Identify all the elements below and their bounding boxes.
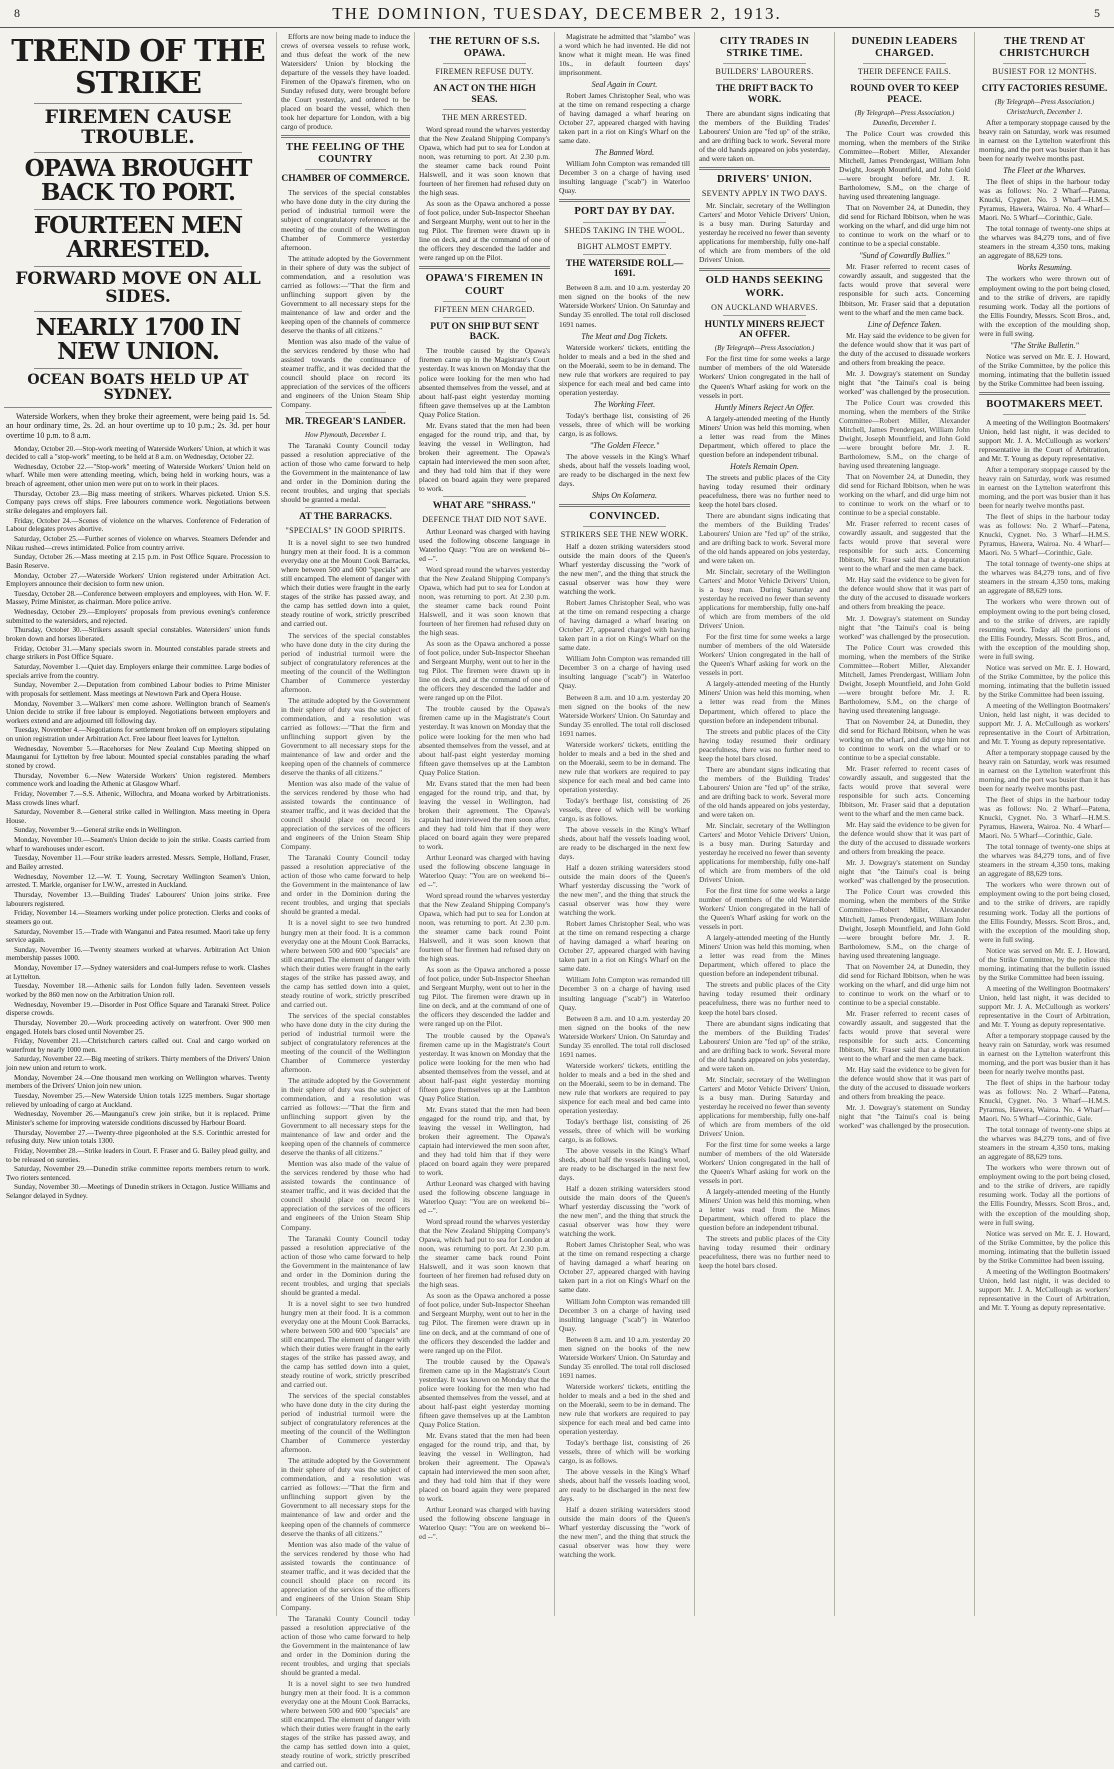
col3-sub: FIREMEN REFUSE DUTY. <box>435 67 534 77</box>
continuation-paragraph: Waterside workers' tickets, entitling the holder to meals and a bed in the shed and on the Moeraki, seem to be in demand. The new rule that workers are required to pay sixpence for each meal and bed came into operation yesterday. <box>559 1381 690 1436</box>
col5-heading-hotels: Hotels Remain Open. <box>730 461 799 471</box>
col4-heading-seal: Seal Again in Court. <box>591 80 658 90</box>
col5-body-old-hands: For the first time for some weeks a large number of members of the old Waterside Workers' Union congregated in the hall of the Queen's Wharf asking for work on the vessels in port. <box>699 354 830 400</box>
chronology-entry: Tuesday, November 11.—Four strike leaders arrested. Messrs. Semple, Holland, Fraser, and Bailey arrested. <box>6 854 270 872</box>
continuation-paragraph: William John Compton was remanded till December 3 on a charge of having used insulting language ("scab") in Waterloo Quay. <box>559 1296 690 1333</box>
column-port-day-by-day <box>554 32 694 1616</box>
continuation-paragraph: The Taranaki County Council today passed a resolution appreciative of the action of those who came forward to help the Government in the maintenance of law and order in the Dominion during the recent troubles, and urging that specials should be granted a medal. <box>281 1233 410 1297</box>
continuation-paragraph: The above vessels in the King's Wharf sheds, about half the vessels loading wool, are ready to be discharged in the next few days. <box>559 1146 690 1183</box>
chronology-entry: Wednesday, October 22.—"Stop-work" meeting of Waterside Workers' Union held on wharf. While men were attending meeting, which, being held in working hours, was a breach of agreement, other union men were put on to work in their places. <box>6 462 270 489</box>
chronology-entry: Tuesday, October 28.—Conference between employers and employees, with Hon. W. F. Massey, Prime Minister, as chairman. More police arrive. <box>6 589 270 607</box>
col4-body-seal: Robert James Christopher Seal, who was at the time on remand respecting a charge of having damaged a wharf hearing on October 27, appeared charged with having taken part in a riot on King's Wharf on the same date. <box>559 91 690 146</box>
continuation-paragraph: Mr. Hay said the evidence to be given for the defence would show that it was part of the duty of the accused to dissuade workers and others from breaking the peace. <box>839 820 970 857</box>
continuation-paragraph: Word spread round the wharves yesterday that the New Zealand Shipping Company's Opawa, which had put to sea for London at noon, was returning to port. At 2.30 p.m. the steamer came back round Point Halswell, and it was soon known that fourteen of her firemen had refused duty on the high seas. <box>419 564 550 638</box>
col4-sub-port: SHEDS TAKING IN THE WOOL. <box>564 225 685 235</box>
continuation-paragraph: As soon as the Opawa anchored a posse of foot police, under Sub-Inspector Sheehan and Sergeant Murphy, went out to her in the tug Pilot. The firemen were drawn up in line on deck, and at the command of one of the officers they descended the ladder and were ranged up on the Pilot. <box>419 639 550 703</box>
continuation-paragraph: Today's berthage list, consisting of 26 vessels, three of which will be working cargo, is as follows. <box>559 1116 690 1144</box>
continuation-paragraph: Mr. Evans stated that the men had been engaged for the round trip, and that, by leaving the vessel in Wellington, had broken their agreement. The Opawa's captain had interviewed the men soon after, and they had told him that if they were placed on board again they were prepared to work. <box>419 1430 550 1504</box>
continuation-paragraph: The services of the special constables who have done duty in the city during the period of industrial turmoil were the subject of congratulatory references at the meeting of the council of the Wellington Chamber of Commerce yesterday afternoon. <box>281 1391 410 1455</box>
chronology-entry: Thursday, November 6.—New Waterside Workers' Union registered. Members commence work and loading the Athenic at Glasgow Wharf. <box>6 771 270 789</box>
col4-body-fleet: Today's berthage list, consisting of 26 vessels, three of which will be working cargo, is as follows. <box>559 410 690 438</box>
continuation-paragraph: The services of the special constables who have done duty in the city during the period of industrial turmoil were the subject of congratulatory references at the meeting of the council of the Wellington Chamber of Commerce yesterday afternoon. <box>281 630 410 694</box>
continuation-paragraph: William John Compton was remanded till December 3 on a charge of having used insulting language ("scab") in Waterloo Quay. <box>559 654 690 691</box>
continuation-paragraph: Robert James Christopher Seal, who was at the time on remand respecting a charge of having damaged a wharf hearing on October 27, appeared charged with having taken part in a riot on King's Wharf on the same date. <box>559 1240 690 1295</box>
col5-press-association: (By Telegraph—Press Association.) <box>714 344 815 353</box>
continuation-paragraph: Between 8 a.m. and 10 a.m. yesterday 20 men signed on the books of the new Waterside Workers' Union. On Saturday and Sunday 35 enrolled. The total roll disclosed 1691 names. <box>559 1334 690 1380</box>
continuation-paragraph: Mr. Hay said the evidence to be given for the defence would show that it was part of the duty of the accused to dissuade workers and others from breaking the peace. <box>839 1065 970 1102</box>
chronology-entry: Sunday, November 2.—Deputation from combined Labour bodies to Prime Minister with proposals for settlement. Mass meetings at Newtown Park and Opera House. <box>6 681 270 698</box>
continuation-paragraph: Waterside workers' tickets, entitling the holder to meals and a bed in the shed and on the Moeraki, seem to be in demand. The new rule that workers are required to pay sixpence for each meal and bed came into operation yesterday. <box>559 739 690 794</box>
col2-heading-feeling: THE FEELING OF THE COUNTRY <box>286 142 405 166</box>
col7-heading-bootmakers: BOOTMAKERS MEET. <box>986 398 1103 410</box>
col3-body-b: The trouble caused by the Opawa's firemen came up in the Magistrate's Court yesterday. It was known on Monday that the police were looking for the men who had absented themselves from the vessel, and at about half-past eight yesterday morning fifteen gave themselves up at the Lambton Quay Police Station. Mr. Evans stated that the men had been engaged for the round trip, and that, by leaving the vessel in Wellington, had broken their agreement. The Opawa's captain had interviewed the men soon after, and they had told him that if they were placed on board again they were prepared to work. <box>419 346 550 493</box>
col4-sub-convinced: STRIKERS SEE THE NEW WORK. <box>560 530 689 539</box>
col4-heading-bight: BIGHT ALMOST EMPTY. <box>577 241 672 251</box>
continuation-paragraph: Word spread round the wharves yesterday that the New Zealand Shipping Company's Opawa, which had put to sea for London at noon, was returning to port. At 2.30 p.m. the steamer came back round Point Halswell, and it was soon known that fourteen of her firemen had refused duty on the high seas. <box>419 891 550 964</box>
col3-body-c: Arthur Leonard was charged with having used the following obscene language in Waterloo Quay: "You are on weekend bi--ed --". <box>419 526 550 563</box>
col5-sub-old-hands: ON AUCKLAND WHARVES. <box>711 302 818 312</box>
chronology-entry: Monday, November 3.—Walkers' men come ashore. Wellington branch of Seamen's Union decide to strike if free labour is employed. Negotiations between employers and workers extend and are adjourned till following day. <box>6 699 270 725</box>
col6-continuation-text <box>839 398 970 1130</box>
col7-heading-bulletin: "The Strike Bulletin." <box>1010 340 1079 350</box>
page-number-right: 5 <box>1093 6 1100 20</box>
col5-heading-drift: THE DRIFT BACK TO WORK. <box>715 84 814 106</box>
chronology-entry: Wednesday, October 29.—Employers' proposals from previous evening's conference submitted to the watersiders, and rejected. <box>6 608 270 625</box>
continuation-paragraph: The Police Court was crowded this morning, when the members of the Strike Committee—Robert Miller, Alexander Mitchell, James Prendergast, William John Dwight, Joseph Mountfield, and John Gold—were brought before Mr. J. R. Bartholomew, S.M., on the charge of having used threatening language. <box>839 887 970 960</box>
chronology-entry: Thursday, November 13.—Building Trades' Labourers' Union joins strike. Free labourers registered. <box>6 890 270 908</box>
continuation-paragraph: The Police Court was crowded this morning, when the members of the Strike Committee—Robert Miller, Alexander Mitchell, James Prendergast, William John Dwight, Joseph Mountfield, and John Gold—were brought before Mr. J. R. Bartholomew, S.M., on the charge of having used threatening language. <box>839 642 970 715</box>
chronology-entry: Saturday, October 25.—Further scenes of violence on wharves. Steamers Defender and Nikau rushed—crews intimidated. Police from country arrive. <box>6 534 270 552</box>
col2-sub-barracks: "SPECIALS" IN GOOD SPIRITS. <box>285 526 406 536</box>
continuation-paragraph: Mr. Sinclair, secretary of the Wellington Carters' and Motor Vehicle Drivers' Union, is a busy man. During Saturday and yesterday he received no fewer than seventy applications for membership, fully one-half of which are from members of the old Drivers' Union. <box>699 1074 830 1138</box>
chronology-entry: Thursday, November 20.—Work proceeding actively on waterfront. Over 900 men engaged. Hotels bars closed until November 25. <box>6 1018 270 1036</box>
continuation-paragraph: Robert James Christopher Seal, who was at the time on remand respecting a charge of having damaged a wharf hearing on October 27, appeared charged with having taken part in a riot on King's Wharf on the same date. <box>559 919 690 974</box>
col3-heading-shrass: WHAT ARE "SHRASS." <box>432 500 537 511</box>
col5-body-drift: There are abundant signs indicating that the members of the Building Trades' Labourers' Union are "fed up" of the strike, and are drifting back to work. Several more of the old hands appeared on jobs yesterday, and were taken on. <box>699 108 830 164</box>
col7-body-fleet: The fleet of ships in the harbour today was as follows: No. 2 Wharf—Patena, Knucki, Cygnet. No. 3 Wharf—H.M.S. Pyramus, Hawera, Wairoa. No. 4 Wharf—Maori. No. 5 Wharf—Corinthic, Gale. The total tonnage of twenty-one ships at the wharves was 84,279 tons, and of five steamers in the stream 4,350 tons, making an aggregate of 88,629 tons. <box>979 177 1110 261</box>
col3-sub-shrass: DEFENCE THAT DID NOT SAVE. <box>422 514 547 524</box>
col4-body-meat: Waterside workers' tickets, entitling the holder to meals and a bed in the shed and on the Moeraki, seem to be in demand. The new rule that workers are required to pay sixpence for each meal and bed came into operation yesterday. <box>559 342 690 397</box>
continuation-paragraph: Mr. Evans stated that the men had been engaged for the round trip, and that, by leaving the vessel in Wellington, had broken their agreement. The Opawa's captain had interviewed the men soon after, and they had told him that if they were placed on board again they were prepared to work. <box>419 778 550 851</box>
col7-body-bulletin: Notice was served on Mr. E. J. Howard, of the Strike Committee, by the police this morning, intimating that the bulletin issued by the Strike Committee had been issuing. <box>979 351 1110 388</box>
continuation-paragraph: There are abundant signs indicating that the members of the Building Trades' Labourers' Union are "fed up" of the strike, and are drifting back to work. Several more of the old hands appeared on jobs yesterday, and were taken on. <box>699 764 830 819</box>
col7-heading-factories: CITY FACTORIES RESUME. <box>981 84 1108 95</box>
chronology-entry: Tuesday, November 25.—New Waterside Union totals 1225 members. Sugar shortage relieved by unloading of cargo at Auckland. <box>6 1092 270 1109</box>
continuation-paragraph: After a temporary stoppage caused by the heavy rain on Saturday, work was resumed in earnest on the Lyttelton waterfront this morning, and the port was busier than it has been for nearly twelve months past. <box>979 465 1110 511</box>
continuation-paragraph: Half a dozen striking watersiders stood outside the main doors of the Queen's Wharf yesterday discussing the "work of the new men", and the thing that struck the casual observer was how they were watching the work. <box>559 1184 690 1239</box>
continuation-paragraph: For the first time for some weeks a large number of members of the old Waterside Workers' Union congregated in the hall of the Queen's Wharf asking for work on the vessels in port. <box>699 632 830 678</box>
column-city-trades <box>694 32 834 1616</box>
col6-heading-bullies: "Sund of Cowardly Bullies." <box>859 251 950 261</box>
col5-heading: CITY TRADES IN STRIKE TIME. <box>719 36 810 60</box>
continuation-paragraph: Mr. Hay said the evidence to be given for the defence would show that it was part of the duty of the accused to dissuade workers and others from breaking the peace. <box>839 575 970 612</box>
chronology-entry: Saturday, November 8.—General strike called in Wellington. Mass meeting in Opera House. <box>6 808 270 825</box>
continuation-paragraph: Robert James Christopher Seal, who was at the time on remand respecting a charge of having damaged a wharf hearing on October 27, appeared charged with having taken part in a riot on King's Wharf on the same date. <box>559 598 690 653</box>
col3-heading-arrested: THE MEN ARRESTED. <box>441 112 528 122</box>
col5-heading-huntly-reject: Huntly Miners Reject An Offer. <box>714 402 815 412</box>
continuation-paragraph: The services of the special constables who have done duty in the city during the period of industrial turmoil were the subject of congratulatory references at the meeting of the council of the Wellington Chamber of Commerce yesterday afternoon. <box>281 1010 410 1074</box>
continuation-paragraph: The workers who were thrown out of employment owing to the port being closed, and to the strike of drivers, are rapidly resuming work. Today all the portions of the Ellis Foundry, Messrs. Scott Bros., and, with the exception of the moulding shop, were in full swing. <box>979 1163 1110 1227</box>
continuation-paragraph: William John Compton was remanded till December 3 on a charge of having used insulting language ("scab") in Waterloo Quay. <box>559 975 690 1012</box>
continuation-paragraph: The attitude adopted by the Government in their sphere of duty was the subject of commendation, and a resolution was carried as follows:—"That the firm and unflinching support given by the Government to all necessary steps for the maintenance of law and order and the keeping open of the channels of commerce deserve the thanks of all citizens." <box>281 1456 410 1538</box>
col6-dateline: Dunedin, December 1. <box>872 118 937 127</box>
continuation-paragraph: Mr. J. Dowgray's statement on Sunday night that "the Tainui's coal is being worked" was challenged by the prosecution. <box>839 858 970 886</box>
col3-body-a: Word spread round the wharves yesterday that the New Zealand Shipping Company's Opawa, which had put to sea for London at noon, was returning to port. At 2.30 p.m. the steamer came back round Point Halswell, and it was soon known that fourteen of her firemen had refused duty on the high seas. As soon as the Opawa anchored a posse of foot police, under Sub-Inspector Sheehan and Sergeant Murphy, went out to her in the tug Pilot. The firemen were drawn up in line on deck, and at the command of one of the officers they descended the ladder and were ranged up on the Pilot. <box>419 124 550 263</box>
continuation-paragraph: That on November 24, at Dunedin, they did send for Richard Ibbitson, when he was working on the wharf, and did urge him not to continue to work on the wharf or to continue to be a special constable. <box>839 961 970 1007</box>
col5-body-huntly: A largely-attended meeting of the Huntly Miners' Union was held this morning, when a letter was read from the Mines Department, which offered to place the question before an independent tribunal. <box>699 413 830 459</box>
chronology-entry: Saturday, November 29.—Dunedin strike committee reports members return to work. Two rioters sentenced. <box>6 1165 270 1182</box>
col3-heading-court: OPAWA'S FIREMEN IN COURT <box>425 273 544 297</box>
chronology-entry: Sunday, November 16.—Twenty steamers worked at wharves. Arbitration Act Union membership passes 1000. <box>6 945 270 963</box>
continuation-paragraph: Mr. Evans stated that the men had been engaged for the round trip, and that, by leaving the vessel in Wellington, had broken their agreement. The Opawa's captain had interviewed the men soon after, and they had told him that if they were placed on board again they were prepared to work. <box>419 1104 550 1177</box>
col6-press-association: (By Telegraph—Press Association.) <box>854 108 955 117</box>
col3-sub-court: FIFTEEN MEN CHARGED. <box>434 304 535 314</box>
col3-heading: THE RETURN OF S.S. OPAWA. <box>429 36 540 60</box>
chronology-entry: Monday, November 24.—One thousand men working on Wellington wharves. Twenty members of the Drivers' Union join new union. <box>6 1073 270 1091</box>
chronology-entry: Tuesday, November 4.—Negotiations for settlement broken off on employers stipulating on union registration under Arbitration Act. Free labour fleet leaves for Lyttelton. <box>6 726 270 744</box>
masthead-title: THE DOMINION, TUESDAY, DECEMBER 2, 1913. <box>332 3 782 23</box>
chronology-entry: Thursday, November 27.—Twenty-three pigeonholed at the S.S. Corinthic arrested for refusing duty. New union totals 1300. <box>6 1128 270 1146</box>
col2-heading-tregear: MR. TREGEAR'S LANDER. <box>285 417 406 428</box>
continuation-paragraph: For the first time for some weeks a large number of members of the old Waterside Workers' Union congregated in the hall of the Queen's Wharf asking for work on the vessels in port. <box>699 886 830 932</box>
continuation-paragraph: The above vessels in the King's Wharf sheds, about half the vessels loading wool, are ready to be discharged in the next few days. <box>559 824 690 862</box>
chronology-entry: Friday, October 31.—Many specials sworn in. Mounted constables parade streets and charge strikers in Post Office Square. <box>6 644 270 662</box>
continuation-paragraph: Notice was served on Mr. E. J. Howard, of the Strike Committee, by the police this morning, intimating that the bulletin issued by the Strike Committee had been issuing. <box>979 945 1110 982</box>
col6-heading-defence: Line of Defence Taken. <box>867 319 942 329</box>
col7-body-works: The workers who were thrown out of employment owing to the port being closed, and to the strike of drivers, are rapidly resuming work. Today all the portions of the Ellis Foundry, Messrs. Scott Bros., and, with the exception of the moulding shop, were in full swing. <box>979 274 1110 338</box>
continuation-paragraph: A meeting of the Wellington Bootmakers' Union, held last night, it was decided to support Mr. J. A. McCullough as workers' representative in the Court of Arbitration, and Mr. T. Young as deputy representative. <box>979 700 1110 746</box>
chronology-entry: Wednesday, November 12.—W. T. Young, Secretary Wellington Seamen's Union, arrested. T. Markle, organiser for I.W.W., arrested in Auckland. <box>6 872 270 890</box>
continuation-paragraph: Mr. Fraser referred to recent cases of cowardly assault, and suggested that the facts would prove that several were responsible for such acts. Concerning Ibbitson, Mr. Fraser said that a deputation went to the wharf and the men came back. <box>839 519 970 574</box>
chronology-entry: Saturday, November 22.—Big meeting of strikers. Thirty members of the Drivers' Union join new union and return to work. <box>6 1055 270 1073</box>
continuation-paragraph: Mention was also made of the value of the services rendered by those who had assisted towards the continuance of steamer traffic, and it was decided that the council should place on record its appreciation of the services of the officers and engineers of the Union Steam Ship Company. <box>281 1159 410 1232</box>
headline-deck-2: OPAWA BROUGHT BACK TO PORT. <box>24 154 252 207</box>
continuation-paragraph: The workers who were thrown out of employment owing to the port being closed, and to the strike of drivers, are rapidly resuming work. Today all the portions of the Ellis Foundry, Messrs. Scott Bros., and, with the exception of the moulding shop, were in full swing. <box>979 597 1110 661</box>
col6-sub: THEIR DEFENCE FAILS. <box>857 67 952 77</box>
col4-heading-golden: "The Golden Fleece." <box>589 440 660 450</box>
col2-heading-chamber: CHAMBER OF COMMERCE. <box>281 174 410 185</box>
col4-continuation-text <box>559 598 690 1559</box>
chronology-entry: Thursday, October 23.—Big mass meeting of strikers. Wharves picketed. Union S.S. Company pays crews off ships. Free labourers commence work. Negotiations between strike delegates and employers fail. <box>6 489 270 516</box>
continuation-paragraph: A meeting of the Wellington Bootmakers' Union, held last night, it was decided to support Mr. J. A. McCullough as workers' representative in the Court of Arbitration, and Mr. T. Young as deputy representative. <box>979 983 1110 1029</box>
col5-body-drivers: Mr. Sinclair, secretary of the Wellington Carters' and Motor Vehicle Drivers' Union, is a busy man. During Saturday and yesterday he received no fewer than seventy applications for membership, fully one-half of which are from members of the old Drivers' Union. <box>699 201 830 265</box>
continuation-paragraph: Between 8 a.m. and 10 a.m. yesterday 20 men signed on the books of the new Waterside Workers' Union. On Saturday and Sunday 35 enrolled. The total roll disclosed 1691 names. <box>559 1013 690 1059</box>
col7-heading-fleet: The Fleet at the Wharves. <box>1003 166 1086 176</box>
col5-body-hotels: The streets and public places of the City having today resumed their ordinary peacefulness, there was no further need to keep the hotel bars closed. <box>699 472 830 509</box>
continuation-paragraph: Notice was served on Mr. E. J. Howard, of the Strike Committee, by the police this morning, intimating that the bulletin issued by the Strike Committee had been issuing. <box>979 662 1110 699</box>
continuation-paragraph: The trouble caused by the Opawa's firemen came up in the Magistrate's Court yesterday. It was known on Monday that the police were looking for the men who had absented themselves from the vessel, and at about half-past eight yesterday morning fifteen gave themselves up at the Lambton Quay Police Station. <box>419 704 550 777</box>
continuation-paragraph: Mention was also made of the value of the services rendered by those who had assisted towards the continuance of steamer traffic, and it was decided that the council should place on record its appreciation of the services of the officers and engineers of the Union Steam Ship Company. <box>281 779 410 852</box>
col3-continuation-text <box>419 565 550 1541</box>
col4-heading-convinced: CONVINCED. <box>589 510 660 522</box>
continuation-paragraph: Half a dozen striking watersiders stood outside the main doors of the Queen's Wharf yesterday discussing the "work of the new men", and the thing that struck the casual observer was how they were watching the work. <box>559 863 690 918</box>
chronology-entry: Friday, November 14.—Steamers working under police protection. Clerks and cooks of steamers go out. <box>6 909 270 926</box>
col3-heading-high-seas: AN ACT ON THE HIGH SEAS. <box>433 84 536 106</box>
col2-dateline-tregear: How Plymouth, December 1. <box>304 431 387 440</box>
continuation-paragraph: Mr. Sinclair, secretary of the Wellington Carters' and Motor Vehicle Drivers' Union, is a busy man. During Saturday and yesterday he received no fewer than seventy applications for membership, fully one-half of which are from members of the old Drivers' Union. <box>699 567 830 631</box>
continuation-paragraph: The Taranaki County Council today passed a resolution appreciative of the action of those who came forward to help the Government in the maintenance of law and order in the Dominion during the recent troubles, and urging that specials should be granted a medal. <box>281 1613 410 1678</box>
continuation-paragraph: Mr. Sinclair, secretary of the Wellington Carters' and Motor Vehicle Drivers' Union, is a busy man. During Saturday and yesterday he received no fewer than seventy applications for membership, fully one-half of which are from members of the old Drivers' Union. <box>699 820 830 885</box>
continuation-paragraph: The Police Court was crowded this morning, when the members of the Strike Committee—Robert Miller, Alexander Mitchell, James Prendergast, William John Dwight, Joseph Mountfield, and John Gold—were brought before Mr. J. R. Bartholomew, S.M., on the charge of having used threatening language. <box>839 397 970 470</box>
page-number-left: 8 <box>14 6 20 20</box>
continuation-paragraph: A largely-attended meeting of the Huntly Miners' Union was held this morning, when a letter was read from the Mines Department, which offered to place the question before an independent tribunal. <box>699 933 830 979</box>
continuation-paragraph: As soon as the Opawa anchored a posse of foot police, under Sub-Inspector Sheehan and Sergeant Murphy, went out to her in the tug Pilot. The firemen were drawn up in line on deck, and at the command of one of the officers they descended the ladder and were ranged up on the Pilot. <box>419 965 550 1029</box>
chronology-entry: Saturday, November 1.—Quiet day. Employers enlarge their committee. Large bodies of specials arrive from the country. <box>6 662 270 680</box>
continuation-paragraph: The attitude adopted by the Government in their sphere of duty was the subject of commendation, and a resolution was carried as follows:—"That the firm and unflinching support given by the Government to all necessary steps for the maintenance of law and order and the keeping open of the channels of commerce deserve the thanks of all citizens." <box>281 1076 410 1158</box>
column-trend-of-strike <box>0 32 276 1616</box>
col4-body-banned: William John Compton was remanded till December 3 on a charge of having used insulting language ("scab") in Waterloo Quay. <box>559 159 690 196</box>
continuation-paragraph: Mr. Fraser referred to recent cases of cowardly assault, and suggested that the facts would prove that several were responsible for such acts. Concerning Ibbitson, Mr. Fraser said that a deputation went to the wharf and the men came back. <box>839 764 970 819</box>
continuation-paragraph: The workers who were thrown out of employment owing to the port being closed, and to the strike of drivers, are rapidly resuming work. Today all the portions of the Ellis Foundry, Messrs. Scott Bros., and, with the exception of the moulding shop, were in full swing. <box>979 880 1110 944</box>
continuation-paragraph: A meeting of the Wellington Bootmakers' Union, held last night, it was decided to support Mr. J. A. McCullough as workers' representative in the Court of Arbitration, and Mr. T. Young as deputy representative. <box>979 1266 1110 1312</box>
continuation-paragraph: Arthur Leonard was charged with having used the following obscene language in Waterloo Quay: "You are on weekend bi--ed --". <box>419 1505 550 1542</box>
continuation-paragraph: The attitude adopted by the Government in their sphere of duty was the subject of commendation, and a resolution was carried as follows:—"That the firm and unflinching support given by the Government to all necessary steps for the maintenance of law and order and the keeping open of the channels of commerce deserve the thanks of all citizens." <box>281 695 410 777</box>
col6-body-defence: Mr. Hay said the evidence to be given for the defence would show that it was part of the duty of the accused to dissuade workers and others from breaking the peace. Mr. J. Dowgray's statement on Sunday night that "the Tainui's coal is being worked" was challenged by the prosecution. <box>839 330 970 396</box>
chronology-entry: Wednesday, November 5.—Racehorses for New Zealand Cup Meeting shipped on Maunganui for Lyttelton by free labour. Mounted special constables parading the wharf stoned by crowd. <box>6 744 270 770</box>
chronology-entry: Wednesday, November 26.—Maunganui's crew join strike, but it is replaced. Prime Minister's scheme for improving waterside conditions discussed by Harbour Board. <box>6 1110 270 1127</box>
continuation-paragraph: The fleet of ships in the harbour today was as follows: No. 2 Wharf—Patena, Knucki, Cygnet. No. 3 Wharf—H.M.S. Pyramus, Hawera, Wairoa. No. 4 Wharf—Maori. No. 5 Wharf—Corinthic, Gale. <box>979 512 1110 558</box>
col6-body-a: The Police Court was crowded this morning, when the members of the Strike Committee—Robert Miller, Alexander Mitchell, James Prendergast, William John Dwight, Joseph Mountfield, and John Gold—were brought before Mr. J. R. Bartholomew, S.M., on the charge of having used threatening language. That on November 24, at Dunedin, they did send for Richard Ibbitson, when he was working on the wharf, and did urge him not to continue to work on the wharf or to continue to be a special constable. <box>839 128 970 249</box>
continuation-paragraph: Mr. J. Dowgray's statement on Sunday night that "the Tainui's coal is being worked" was challenged by the prosecution. <box>839 1103 970 1131</box>
continuation-paragraph: After a temporary stoppage caused by the heavy rain on Saturday, work was resumed in earnest on the Lyttelton waterfront this morning, and the port was busier than it has been for nearly twelve months past. <box>979 747 1110 794</box>
headline-deck-1: FIREMEN CAUSE TROUBLE. <box>44 106 232 148</box>
continuation-paragraph: The fleet of ships in the harbour today was as follows: No. 2 Wharf—Patena, Knucki, Cygnet. No. 3 Wharf—H.M.S. Pyramus, Hawera, Wairoa. No. 4 Wharf—Maori. No. 5 Wharf—Corinthic, Gale. <box>979 795 1110 841</box>
continuation-paragraph: A largely-attended meeting of the Huntly Miners' Union was held this morning, when a letter was read from the Mines Department, which offered to place the question before an independent tribunal. <box>699 679 830 725</box>
continuation-paragraph: Arthur Leonard was charged with having used the following obscene language in Waterloo Quay: "You are on weekend bi--ed --". <box>419 852 550 890</box>
chronology-entry: Saturday, November 15.—Trade with Wanganui and Patea resumed. Maori take up ferry service again. <box>6 927 270 945</box>
continuation-paragraph: Arthur Leonard was charged with having used the following obscene language in Waterloo Quay: "You are on weekend bi--ed --". <box>419 1179 550 1216</box>
col5-heading-drivers: DRIVERS' UNION. <box>717 174 812 186</box>
col7-dateline: Christchurch, December 1. <box>1006 108 1083 117</box>
col4-heading-fleet: The Working Fleet. <box>593 399 656 409</box>
chronology-entry: Monday, November 17.—Sydney watersiders and coal-lumpers refuse to work. Clashes at Lyttelton. <box>6 964 270 981</box>
col5-continuation-text <box>699 511 830 1271</box>
col6-heading-round: ROUND OVER TO KEEP PEACE. <box>850 84 959 106</box>
continuation-paragraph: The trouble caused by the Opawa's firemen came up in the Magistrate's Court yesterday. It was known on Monday that the police were looking for the men who had absented themselves from the vessel, and at about half-past eight yesterday morning fifteen gave themselves up at the Lambton Quay Police Station. <box>419 1356 550 1429</box>
col7-sub: BUSIEST FOR 12 MONTHS. <box>992 67 1097 77</box>
headline-main: TREND OF THE STRIKE <box>11 34 265 101</box>
column-chamber-of-commerce <box>276 32 414 1769</box>
col4-heading-banned: The Banned Word. <box>594 148 655 158</box>
continuation-paragraph: Mr. Fraser referred to recent cases of cowardly assault, and suggested that the facts would prove that several were responsible for such acts. Concerning Ibbitson, Mr. Fraser said that a deputation went to the wharf and the men came back. <box>839 1008 970 1063</box>
continuation-paragraph: Waterside workers' tickets, entitling the holder to meals and a bed in the shed and on the Moeraki, seem to be in demand. The new rule that workers are required to pay sixpence for each meal and bed came into operation yesterday. <box>559 1060 690 1115</box>
chronology-entry: Monday, October 27.—Waterside Workers' Union registered under Arbitration Act. Employers announce their decision to form new union. <box>6 571 270 589</box>
column-christchurch <box>974 32 1114 1616</box>
chronology-entry: Friday, November 28.—Strike leaders in Court. F. Fraser and G. Bailey plead guilty, and to be released on sureties. <box>6 1146 270 1164</box>
chronology-entry: Tuesday, November 18.—Athenic sails for London fully laden. Seventeen vessels worked by the 860 men now on the Arbitration Union roll. <box>6 982 270 999</box>
chronology-entry: Wednesday, November 19.—Disorder in Post Office Square and Taranaki Street. Police disperse crowds. <box>6 1000 270 1018</box>
continuation-paragraph: Today's berthage list, consisting of 26 vessels, three of which will be working cargo, is as follows. <box>559 795 690 823</box>
col7-continuation-text <box>979 465 1110 1312</box>
continuation-paragraph: Word spread round the wharves yesterday that the New Zealand Shipping Company's Opawa, which had put to sea for London at noon, was returning to port. At 2.30 p.m. the steamer came back round Point Halswell, and it was soon known that fourteen of her firemen had refused duty on the high seas. <box>419 1217 550 1290</box>
col4-body-roll: Between 8 a.m. and 10 a.m. yesterday 20 men signed on the books of the new Waterside Workers' Union. On Saturday and Sunday 35 enrolled. The total roll disclosed 1691 names. <box>559 283 690 329</box>
col4-intro: Magistrate he admitted that "slambo" was a word which he had invented. He did not know what it might mean. He was fined 10s., in default fourteen days' imprisonment. <box>559 32 690 78</box>
continuation-paragraph: Mention was also made of the value of the services rendered by those who had assisted towards the continuance of steamer traffic, and it was decided that the council should place on record its appreciation of the services of the officers and engineers of the Union Steam Ship Company. <box>281 1539 410 1612</box>
continuation-paragraph: For the first time for some weeks a large number of members of the old Waterside Workers' Union congregated in the hall of the Queen's Wharf asking for work on the vessels in port. <box>699 1139 830 1186</box>
continuation-paragraph: Between 8 a.m. and 10 a.m. yesterday 20 men signed on the books of the new Waterside Workers' Union. On Saturday and Sunday 35 enrolled. The total roll disclosed 1691 names. <box>559 692 690 738</box>
continuation-paragraph: The trouble caused by the Opawa's firemen came up in the Magistrate's Court yesterday. It was known on Monday that the police were looking for the men who had absented themselves from the vessel, and at about half-past eight yesterday morning fifteen gave themselves up at the Lambton Quay Police Station. <box>419 1030 550 1103</box>
headline-deck-4: FORWARD MOVE ON ALL SIDES. <box>15 269 261 308</box>
continuation-paragraph: The above vessels in the King's Wharf sheds, about half the vessels loading wool, are ready to be discharged in the next few days. <box>559 1467 690 1504</box>
continuation-paragraph: There are abundant signs indicating that the members of the Building Trades' Labourers' Union are "fed up" of the strike, and are drifting back to work. Several more of the old hands appeared on jobs yesterday, and were taken on. <box>699 510 830 565</box>
col4-heading-ships: Ships On Kolamera. <box>591 490 658 500</box>
col5-sub: BUILDERS' LABOURERS. <box>715 67 814 77</box>
continuation-paragraph: Today's berthage list, consisting of 26 vessels, three of which will be working cargo, is as follows. <box>559 1437 690 1466</box>
chronology-entry: Sunday, November 9.—General strike ends in Wellington. <box>14 826 182 835</box>
col2-continuation-text <box>281 631 410 1769</box>
col7-body-bootmakers: A meeting of the Wellington Bootmakers' Union, held last night, it was decided to support Mr. J. A. McCullough as workers' representative in the Court of Arbitration, and Mr. T. Young as deputy representative. <box>979 417 1110 464</box>
continuation-paragraph: It is a novel sight to see two hundred hungry men at their food. It is a common everyday one at the Mount Cook Barracks, where between 500 and 600 "specials" are still encamped. The element of danger with which their duties were fraught in the early stages of the strike has passed away, and the camp has settled down into a quiet, steady routine of work, strictly prescribed and carried out. <box>281 918 410 1009</box>
continuation-paragraph: As soon as the Opawa anchored a posse of foot police, under Sub-Inspector Sheehan and Sergeant Murphy, went out to her in the tug Pilot. The firemen were drawn up in line on deck, and at the command of one of the officers they descended the ladder and were ranged up on the Pilot. <box>419 1291 550 1355</box>
continuation-paragraph: A largely-attended meeting of the Huntly Miners' Union was held this morning, when a letter was read from the Mines Department, which offered to place the question before an independent tribunal. <box>699 1187 830 1233</box>
column-dunedin-leaders <box>834 32 974 1616</box>
continuation-paragraph: The streets and public places of the City having today resumed their ordinary peacefulness, there was no further need to keep the hotel bars closed. <box>699 980 830 1017</box>
chronology-entry: Friday, November 7.—S.S. Athenic, Willochra, and Moana worked by Arbitrationists. Mass crowds lines wharf. <box>6 789 270 807</box>
col6-body-bullies: Mr. Fraser referred to recent cases of cowardly assault, and suggested that the facts would prove that several were responsible for such acts. Concerning Ibbitson, Mr. Fraser said that a deputation went to the wharf and the men came back. <box>839 262 970 317</box>
headline-deck-6: OCEAN BOATS HELD UP AT SYDNEY. <box>27 372 249 404</box>
continuation-paragraph: The total tonnage of twenty-one ships at the wharves was 84,279 tons, and of five steamers in the stream 4,350 tons, making an aggregate of 88,629 tons. <box>979 842 1110 879</box>
column-opawa <box>414 32 554 1616</box>
chronology-entry: Sunday, November 30.—Meetings of Dunedin strikers in Octagon. Justice Williams and Selangor delayed in Sydney. <box>6 1183 270 1201</box>
col4-heading-roll: THE WATERSIDE ROLL—1691. <box>565 258 684 280</box>
continuation-paragraph: That on November 24, at Dunedin, they did send for Richard Ibbitson, when he was working on the wharf, and did urge him not to continue to work on the wharf or to continue to be a special constable. <box>839 716 970 762</box>
col2-body-c: It is a novel sight to see two hundred hungry men at their food. It is a common everyday one at the Mount Cook Barracks, where between 500 and 600 "specials" are still encamped. The element of danger with which their duties were fraught in the early stages of the strike has passed away, and the camp has settled down into a quiet, steady routine of work, strictly prescribed and carried out. <box>281 538 410 629</box>
chronology-intro: Waterside Workers, when they broke their agreement, were being paid 1s. 5d. an hour ordinary time, 2s. 2d. an hour overtime up to 10 p.m.; 2s. 3d. per hour overtime 10 p.m. to 8 a.m. <box>6 411 270 440</box>
col2-intro: Efforts are now being made to induce the crews of oversea vessels to refuse work, and thus defeat the work of the new Watersiders' Union by blocking the departure of the vessels they have loaded. Firemen of the Opawa's firemen, who on Sunday refused duty, were brought before the Court yesterday, and ordered to be placed on board the vessel, which then took her departure for London, with a big cargo of produce. <box>281 32 410 132</box>
continuation-paragraph: Half a dozen striking watersiders stood outside the main doors of the Queen's Wharf yesterday discussing the "work of the new men", and the thing that struck the casual observer was how they were watching the work. <box>559 1505 690 1560</box>
continuation-paragraph: The total tonnage of twenty-one ships at the wharves was 84,279 tons, and of five steamers in the stream 4,350 tons, making an aggregate of 88,629 tons. <box>979 559 1110 596</box>
chronology-entry: Thursday, October 30.—Strikers assault special constables. Watersiders' union funds broken down and horses liberated. <box>6 626 270 644</box>
continuation-paragraph: The fleet of ships in the harbour today was as follows: No. 2 Wharf—Patena, Knucki, Cygnet. No. 3 Wharf—H.M.S. Pyramus, Hawera, Wairoa. No. 4 Wharf—Maori. No. 5 Wharf—Corinthic, Gale. <box>979 1078 1110 1124</box>
continuation-paragraph: The streets and public places of the City having today resumed their ordinary peacefulness, there was no further need to keep the hotel bars closed. <box>699 1234 830 1271</box>
col2-body-b: The Taranaki County Council today passed a resolution appreciative of the action of those who came forward to help the Government in the maintenance of law and order in the Dominion during the recent troubles, and urging that specials should be granted a medal. <box>281 441 410 505</box>
col2-heading-barracks: AT THE BARRACKS. <box>299 512 392 523</box>
col4-body-convinced: Half a dozen striking watersiders stood outside the main doors of the Queen's Wharf yesterday discussing the "work of the new men", and the thing that struck the casual observer was how they were watching the work. <box>559 542 690 597</box>
continuation-paragraph: It is a novel sight to see two hundred hungry men at their food. It is a common everyday one at the Mount Cook Barracks, where between 500 and 600 "specials" are still encamped. The element of danger with which their duties were fraught in the early stages of the strike has passed away, and the camp has settled down into a quiet, steady routine of work, strictly prescribed and carried out. <box>281 1679 410 1769</box>
col5-heading-huntly: HUNTLY MINERS REJECT AN OFFER. <box>704 319 825 341</box>
continuation-paragraph: After a temporary stoppage caused by the heavy rain on Saturday, work was resumed in earnest on the Lyttelton waterfront this morning, and the port was busier than it has been for nearly twelve months past. <box>979 1030 1110 1077</box>
continuation-paragraph: That on November 24, at Dunedin, they did send for Richard Ibbitson, when he was working on the wharf, and did urge him not to continue to work on the wharf or to continue to be a special constable. <box>839 472 970 518</box>
continuation-paragraph: The total tonnage of twenty-one ships at the wharves was 84,279 tons, and of five steamers in the stream 4,350 tons, making an aggregate of 88,629 tons. <box>979 1125 1110 1162</box>
col3-heading-put-on-ship: PUT ON SHIP BUT SENT BACK. <box>430 321 539 343</box>
continuation-paragraph: Notice was served on Mr. E. J. Howard, of the Strike Committee, by the police this morning, intimating that the bulletin issued by the Strike Committee had been issuing. <box>979 1228 1110 1265</box>
col5-sub-drivers: SEVENTY APPLY IN TWO DAYS. <box>701 189 828 199</box>
continuation-paragraph: Mr. J. Dowgray's statement on Sunday night that "the Tainui's coal is being worked" was challenged by the prosecution. <box>839 613 970 641</box>
continuation-paragraph: It is a novel sight to see two hundred hungry men at their food. It is a common everyday one at the Mount Cook Barracks, where between 500 and 600 "specials" are still encamped. The element of danger with which their duties were fraught in the early stages of the strike has passed away, and the camp has settled down into a quiet, steady routine of work, strictly prescribed and carried out. <box>281 1298 410 1390</box>
chronology-entry: Monday, October 20.—Stop-work meeting of Waterside Workers' Union, at which it was decided to call a "stop-work" meeting, to be held at 8 a.m. on Wednesday, October 22. <box>6 444 270 462</box>
col7-press-association: (By Telegraph—Press Association.) <box>994 98 1095 107</box>
chronology-entry: Friday, November 21.—Christchurch carters called out. Coal and cargo worked on waterfront by nearly 1000 men. <box>6 1037 270 1054</box>
chronology-list <box>6 445 270 1201</box>
continuation-paragraph: The streets and public places of the City having today resumed their ordinary peacefulness, there was no further need to keep the hotel bars closed. <box>699 726 830 763</box>
col4-heading-meat: The Meat and Dog Tickets. <box>581 331 668 341</box>
continuation-paragraph: The Taranaki County Council today passed a resolution appreciative of the action of those who came forward to help the Government in the maintenance of law and order in the Dominion during the recent troubles, and urging that specials should be granted a medal. <box>281 853 410 917</box>
col6-heading: DUNEDIN LEADERS CHARGED. <box>851 36 958 60</box>
col4-heading-port: PORT DAY BY DAY. <box>574 206 675 218</box>
headline-deck-3: FOURTEEN MEN ARRESTED. <box>33 212 243 264</box>
chronology-entry: Friday, October 24.—Scenes of violence on the wharves. Conference of Federation of Labour delegates proves abortive. <box>6 516 270 534</box>
col4-body-golden: The above vessels in the King's Wharf sheds, about half the vessels loading wool, are ready to be discharged in the next few days. <box>559 451 690 488</box>
col7-heading-works: Works Resuming. <box>1016 263 1073 273</box>
chronology-entry: Monday, November 10.—Seamen's Union decide to join the strike. Coasts carried from wharf to warehouses under escort. <box>6 836 270 853</box>
col2-body-a: The services of the special constables who have done duty in the city during the period of industrial turmoil were the subject of congratulatory references at the meeting of the council of the Wellington Chamber of Commerce yesterday afternoon. The attitude adopted by the Government in their sphere of duty was the subject of commendation, and a resolution was carried as follows:—"That the firm and unflinching support given by the Government to all necessary steps for the maintenance of law and order and the keeping open of the channels of commerce deserve the thanks of all citizens." Mention was also made of the value of the services rendered by those who had assisted towards the continuance of steamer traffic, and it was decided that the council should place on record its appreciation of the services of the officers and engineers of the Union Steam Ship Company. <box>281 188 410 410</box>
col7-heading: THE TREND AT CHRISTCHURCH <box>999 36 1090 60</box>
headline-deck-5: NEARLY 1700 IN NEW UNION. <box>35 314 241 366</box>
masthead <box>0 0 1114 28</box>
chronology-entry: Sunday, October 26.—Mass meeting at 2.15 p.m. in Post Office Square. Procession to Basin Reserve. <box>6 553 270 570</box>
col7-body-a: After a temporary stoppage caused by the heavy rain on Saturday, work was resumed in earnest on the Lyttelton waterfront this morning, and the port was busier than it has been for nearly twelve months past. <box>979 118 1110 164</box>
col5-heading-old-hands: OLD HANDS SEEKING WORK. <box>705 275 824 299</box>
continuation-paragraph: There are abundant signs indicating that the members of the Building Trades' Labourers' Union are "fed up" of the strike, and are drifting back to work. Several more of the old hands appeared on jobs yesterday, and were taken on. <box>699 1018 830 1073</box>
